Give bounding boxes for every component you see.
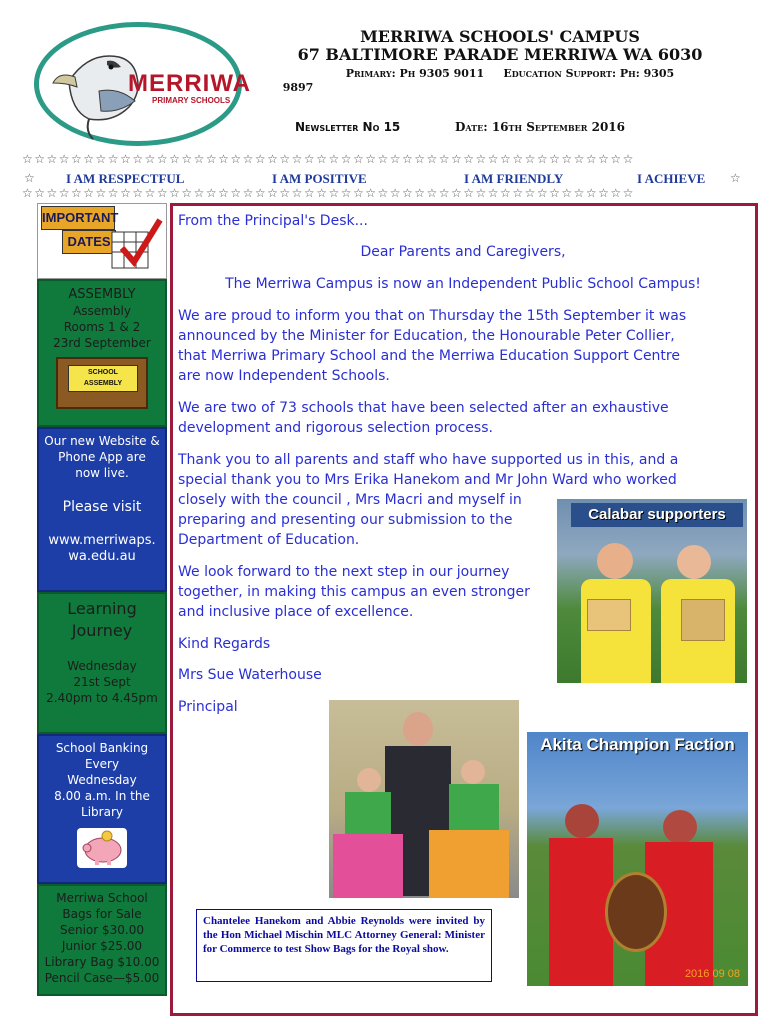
- learning-title-2: Journey: [71, 621, 133, 640]
- star-border-bottom: ☆☆☆☆☆☆☆☆☆☆☆☆☆☆☆☆☆☆☆☆☆☆☆☆☆☆☆☆☆☆☆☆☆☆☆☆☆☆☆☆☆☆☆☆☆☆☆☆☆☆: [22, 186, 635, 200]
- paragraph-3-line-3: closely with the council , Mrs Macri and myself in: [178, 492, 522, 508]
- banking-line-1: School Banking: [55, 741, 149, 755]
- signature: Mrs Sue Waterhouse: [178, 667, 322, 683]
- paragraph-1-line-3: that Merriwa Primary School and the Merriwa Education Support Centre: [178, 348, 680, 364]
- minister-visit-photo: [329, 700, 519, 898]
- assembly-line-3: 23rd September: [53, 336, 151, 350]
- bags-line-5: Library Bag $10.00: [44, 955, 160, 969]
- learning-journey-box: [37, 592, 167, 734]
- calendar-check-icon: [106, 214, 166, 274]
- learning-time: 2.40pm to 4.45pm: [46, 691, 158, 705]
- motto-respectful: I AM RESPECTFUL: [66, 171, 185, 186]
- paragraph-1-line-4: are now Independent Schools.: [178, 368, 390, 384]
- greeting: Dear Parents and Caregivers,: [360, 244, 566, 260]
- phone-line-2: 9897: [282, 81, 314, 94]
- assembly-box: [37, 279, 167, 427]
- motto-friendly: I AM FRIENDLY: [464, 171, 564, 186]
- school-address: 67 BALTIMORE PARADE MERRIWA WA 6030: [297, 45, 703, 64]
- important-label: IMPORTANT: [41, 206, 115, 230]
- dates-label: DATES: [62, 230, 116, 254]
- sign-line-1: SCHOOL: [88, 369, 118, 376]
- motto-positive: I AM POSITIVE: [272, 171, 367, 186]
- photo-caption: Chantelee Hanekom and Abbie Reynolds were invited by the Hon Michael Mischin MLC Attorney General: Minister for Commerce to test Show Bags for the Royal show.: [196, 909, 492, 982]
- calabar-supporters-photo: [557, 499, 747, 683]
- website-url-2[interactable]: wa.edu.au: [68, 549, 136, 564]
- akita-photo-title: Akita Champion Faction: [540, 735, 735, 754]
- sign-line-2: ASSEMBLY: [83, 380, 123, 387]
- phone-line-1: Primary: Ph 9305 9011 Education Support: Ph: 9305: [345, 67, 675, 80]
- article-heading: From the Principal's Desk...: [178, 213, 368, 229]
- website-line-1: Our new Website &: [44, 434, 160, 448]
- website-box: [37, 427, 167, 592]
- star-border-top: ☆☆☆☆☆☆☆☆☆☆☆☆☆☆☆☆☆☆☆☆☆☆☆☆☆☆☆☆☆☆☆☆☆☆☆☆☆☆☆☆☆☆☆☆☆☆☆☆☆☆: [22, 152, 635, 166]
- assembly-line-1: Assembly: [73, 304, 131, 318]
- paragraph-4-line-2: together, in making this campus an even stronger: [178, 584, 530, 600]
- paragraph-2-line-1: We are two of 73 schools that have been selected after an exhaustive: [178, 400, 669, 416]
- school-banking-box: [37, 734, 167, 884]
- paragraph-3-line-1: Thank you to all parents and staff who have supported us in this, and a: [178, 452, 679, 468]
- banking-line-2: Every: [84, 757, 120, 771]
- paragraph-4-line-3: and inclusive place of excellence.: [178, 604, 414, 620]
- akita-champion-photo: [527, 732, 748, 986]
- important-dates-graphic: [37, 203, 167, 279]
- assembly-line-2: Rooms 1 & 2: [63, 320, 141, 334]
- website-line-4: Please visit: [62, 499, 142, 515]
- star-right: ☆: [730, 171, 741, 185]
- paragraph-1-line-2: announced by the Minister for Education, the Honourable Peter Collier,: [178, 328, 675, 344]
- bags-line-3: Senior $30.00: [59, 923, 145, 937]
- assembly-sign-image: [56, 357, 148, 409]
- logo-wordmark: MERRIWA: [128, 70, 251, 97]
- banking-line-3: Wednesday: [67, 773, 137, 787]
- learning-date: 21st Sept: [73, 675, 131, 689]
- paragraph-3-line-2: special thank you to Mrs Erika Hanekom and Mr John Ward who worked: [178, 472, 677, 488]
- paragraph-4-line-1: We look forward to the next step in our journey: [178, 564, 510, 580]
- school-bags-box: [37, 884, 167, 996]
- banking-line-4: 8.00 a.m. In the: [54, 789, 150, 803]
- star-left: ☆: [24, 171, 35, 185]
- piggy-bank-icon: [77, 828, 127, 868]
- logo-subtitle: PRIMARY SCHOOLS: [152, 96, 231, 105]
- bags-line-6: Pencil Case—$5.00: [44, 971, 160, 985]
- website-line-3: now live.: [75, 466, 129, 480]
- newsletter-date: Date: 16th September 2016: [455, 120, 625, 134]
- learning-day: Wednesday: [67, 659, 137, 673]
- school-title: MERRIWA SCHOOLS' CAMPUS: [360, 27, 640, 46]
- paragraph-3-line-4: preparing and presenting our submission to the: [178, 512, 513, 528]
- photo-date-stamp: 2016 09 08: [684, 968, 740, 980]
- bags-line-1: Merriwa School: [56, 891, 148, 905]
- banking-line-5: Library: [81, 805, 123, 819]
- paragraph-1-line-1: We are proud to inform you that on Thursday the 15th September it was: [178, 308, 687, 324]
- bags-line-2: Bags for Sale: [62, 907, 142, 921]
- website-line-2: Phone App are: [58, 450, 146, 464]
- announcement: The Merriwa Campus is now an Independent Public School Campus!: [225, 276, 701, 292]
- signature-role: Principal: [178, 699, 238, 715]
- website-url-1[interactable]: www.merriwaps.: [48, 533, 156, 548]
- paragraph-3-line-5: Department of Education.: [178, 532, 360, 548]
- bags-line-4: Junior $25.00: [61, 939, 143, 953]
- learning-title-1: Learning: [67, 599, 137, 618]
- closing: Kind Regards: [178, 636, 271, 652]
- assembly-title: ASSEMBLY: [68, 287, 136, 302]
- paragraph-2-line-2: development and rigorous selection process.: [178, 420, 493, 436]
- motto-achieve: I ACHIEVE: [637, 171, 706, 186]
- newsletter-number: Newsletter No 15: [295, 120, 401, 134]
- calabar-photo-title: Calabar supporters: [571, 503, 743, 527]
